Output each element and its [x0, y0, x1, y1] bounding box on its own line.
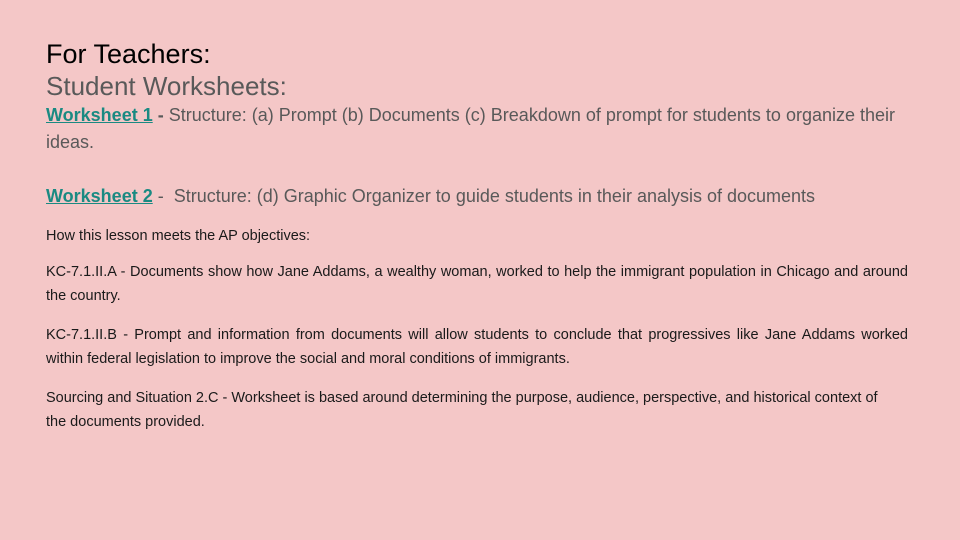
worksheet-2-line [46, 183, 908, 210]
slide-content [46, 38, 908, 434]
worksheet-1-link[interactable]: Worksheet 1 [46, 105, 153, 125]
worksheet-1-line [46, 102, 908, 156]
ap-objectives-intro: How this lesson meets the AP objectives: [46, 228, 311, 244]
worksheet-2-separator: - [152, 186, 174, 206]
slide-subtitle: Student Worksheets: [46, 71, 287, 101]
objective-kc-7-1-ii-a: KC-7.1.II.A - Documents show how Jane Addams, a wealthy woman, worked to help the immigrant population in Chicago and around the country. [46, 264, 908, 304]
slide-title: For Teachers: [46, 39, 211, 69]
worksheet-1-separator: - [152, 105, 169, 125]
worksheet-1-description: Structure: (a) Prompt (b) Documents (c) Breakdown of prompt for students to organize their ideas. [46, 105, 896, 152]
objective-sourcing-situation: Sourcing and Situation 2.C - Worksheet is based around determining the purpose, audience, perspective, and historical context of the documents provided. [46, 390, 878, 430]
worksheet-2-link[interactable]: Worksheet 2 [46, 186, 153, 206]
worksheet-2-description: Structure: (d) Graphic Organizer to guide students in their analysis of documents [173, 186, 816, 206]
objective-kc-7-1-ii-b: KC-7.1.II.B - Prompt and information from documents will allow students to conclude that progressives like Jane Addams worked within federal legislation to improve the social and moral conditions of immigrants. [46, 327, 908, 367]
